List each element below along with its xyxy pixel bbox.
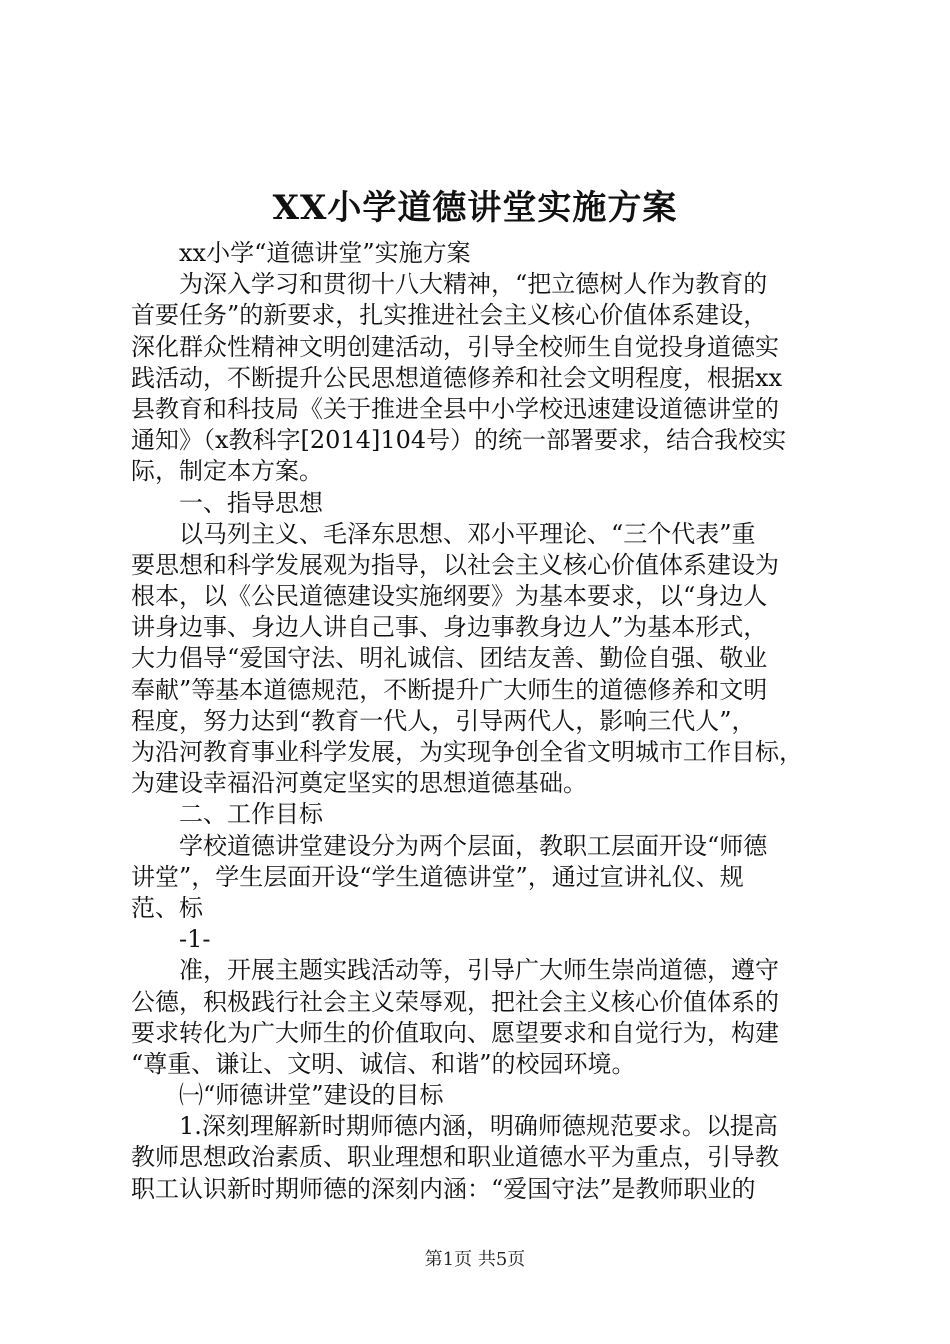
- subsection-heading: ㈠“师德讲堂”建设的目标: [179, 1081, 444, 1110]
- paragraph-line: 范、标: [131, 893, 203, 922]
- paragraph-line: 公德，积极践行社会主义荣辱观，把社会主义核心价值体系的: [131, 987, 779, 1016]
- subtitle-line: xx小学“道德讲堂”实施方案: [179, 239, 471, 267]
- page-footer: 第1页 共5页: [424, 1249, 526, 1270]
- document-body: [131, 238, 831, 1205]
- paragraph-line: 讲堂”，学生层面开设“学生道德讲堂”，通过宣讲礼仪、规: [131, 862, 744, 891]
- paragraph-line: 准，开展主题实践活动等，引导广大师生崇尚道德，遵守: [179, 956, 779, 985]
- paragraph-line: “尊重、谦让、文明、诚信、和谐”的校园环境。: [131, 1049, 636, 1078]
- document-title: XX小学道德讲堂实施方案: [272, 188, 678, 228]
- paragraph-line: 要思想和科学发展观为指导，以社会主义核心价值体系建设为: [131, 550, 779, 579]
- paragraph-line: 要求转化为广大师生的价值取向、愿望要求和自觉行为，构建: [131, 1018, 779, 1047]
- paragraph-line: 奉献”等基本道德规范，不断提升广大师生的道德修养和文明: [131, 675, 768, 704]
- paragraph-line: 大力倡导“爱国守法、明礼诚信、团结友善、勤俭自强、敬业: [131, 644, 768, 673]
- page-marker: -1-: [179, 925, 211, 954]
- paragraph-line: 通知》（x教科字[2014]104号）的统一部署要求，结合我校实: [131, 426, 787, 455]
- paragraph-line: 教师思想政治素质、职业理想和职业道德水平为重点，引导教: [131, 1143, 779, 1172]
- paragraph-line: 1.深刻理解新时期师德内涵，明确师德规范要求。以提高: [179, 1112, 778, 1141]
- paragraph-line: 践活动，不断提升公民思想道德修养和社会文明程度，根据xx: [131, 363, 783, 392]
- paragraph-line: 以马列主义、毛泽东思想、邓小平理论、“三个代表”重: [179, 519, 756, 548]
- paragraph-line: 程度，努力达到“教育一代人，引导两代人，影响三代人”，: [131, 706, 756, 735]
- paragraph-line: 为建设幸福沿河奠定坚实的思想道德基础。: [131, 769, 587, 798]
- paragraph-line: 根本，以《公民道德建设实施纲要》为基本要求，以“身边人: [131, 582, 768, 611]
- paragraph-line: 职工认识新时期师德的深刻内涵：“爱国守法”是教师职业的: [131, 1174, 756, 1203]
- section-heading: 二、工作目标: [179, 800, 323, 829]
- paragraph-line: 讲身边事、身边人讲自己事、身边事教身边人”为基本形式，: [131, 613, 768, 642]
- paragraph-line: 县教育和科技局《关于推进全县中小学校迅速建设道德讲堂的: [131, 394, 779, 423]
- paragraph-line: 学校道德讲堂建设分为两个层面，教职工层面开设“师德: [179, 831, 768, 860]
- paragraph-line: 为深入学习和贯彻十八大精神，“把立德树人作为教育的: [179, 270, 768, 299]
- paragraph-line: 首要任务”的新要求，扎实推进社会主义核心价值体系建设，: [131, 301, 768, 330]
- section-heading: 一、指导思想: [179, 488, 323, 517]
- paragraph-line: 为沿河教育事业科学发展，为实现争创全省文明城市工作目标，: [131, 738, 803, 766]
- paragraph-line: 深化群众性精神文明创建活动，引导全校师生自觉投身道德实: [131, 332, 779, 361]
- paragraph-line: 际，制定本方案。: [131, 457, 323, 486]
